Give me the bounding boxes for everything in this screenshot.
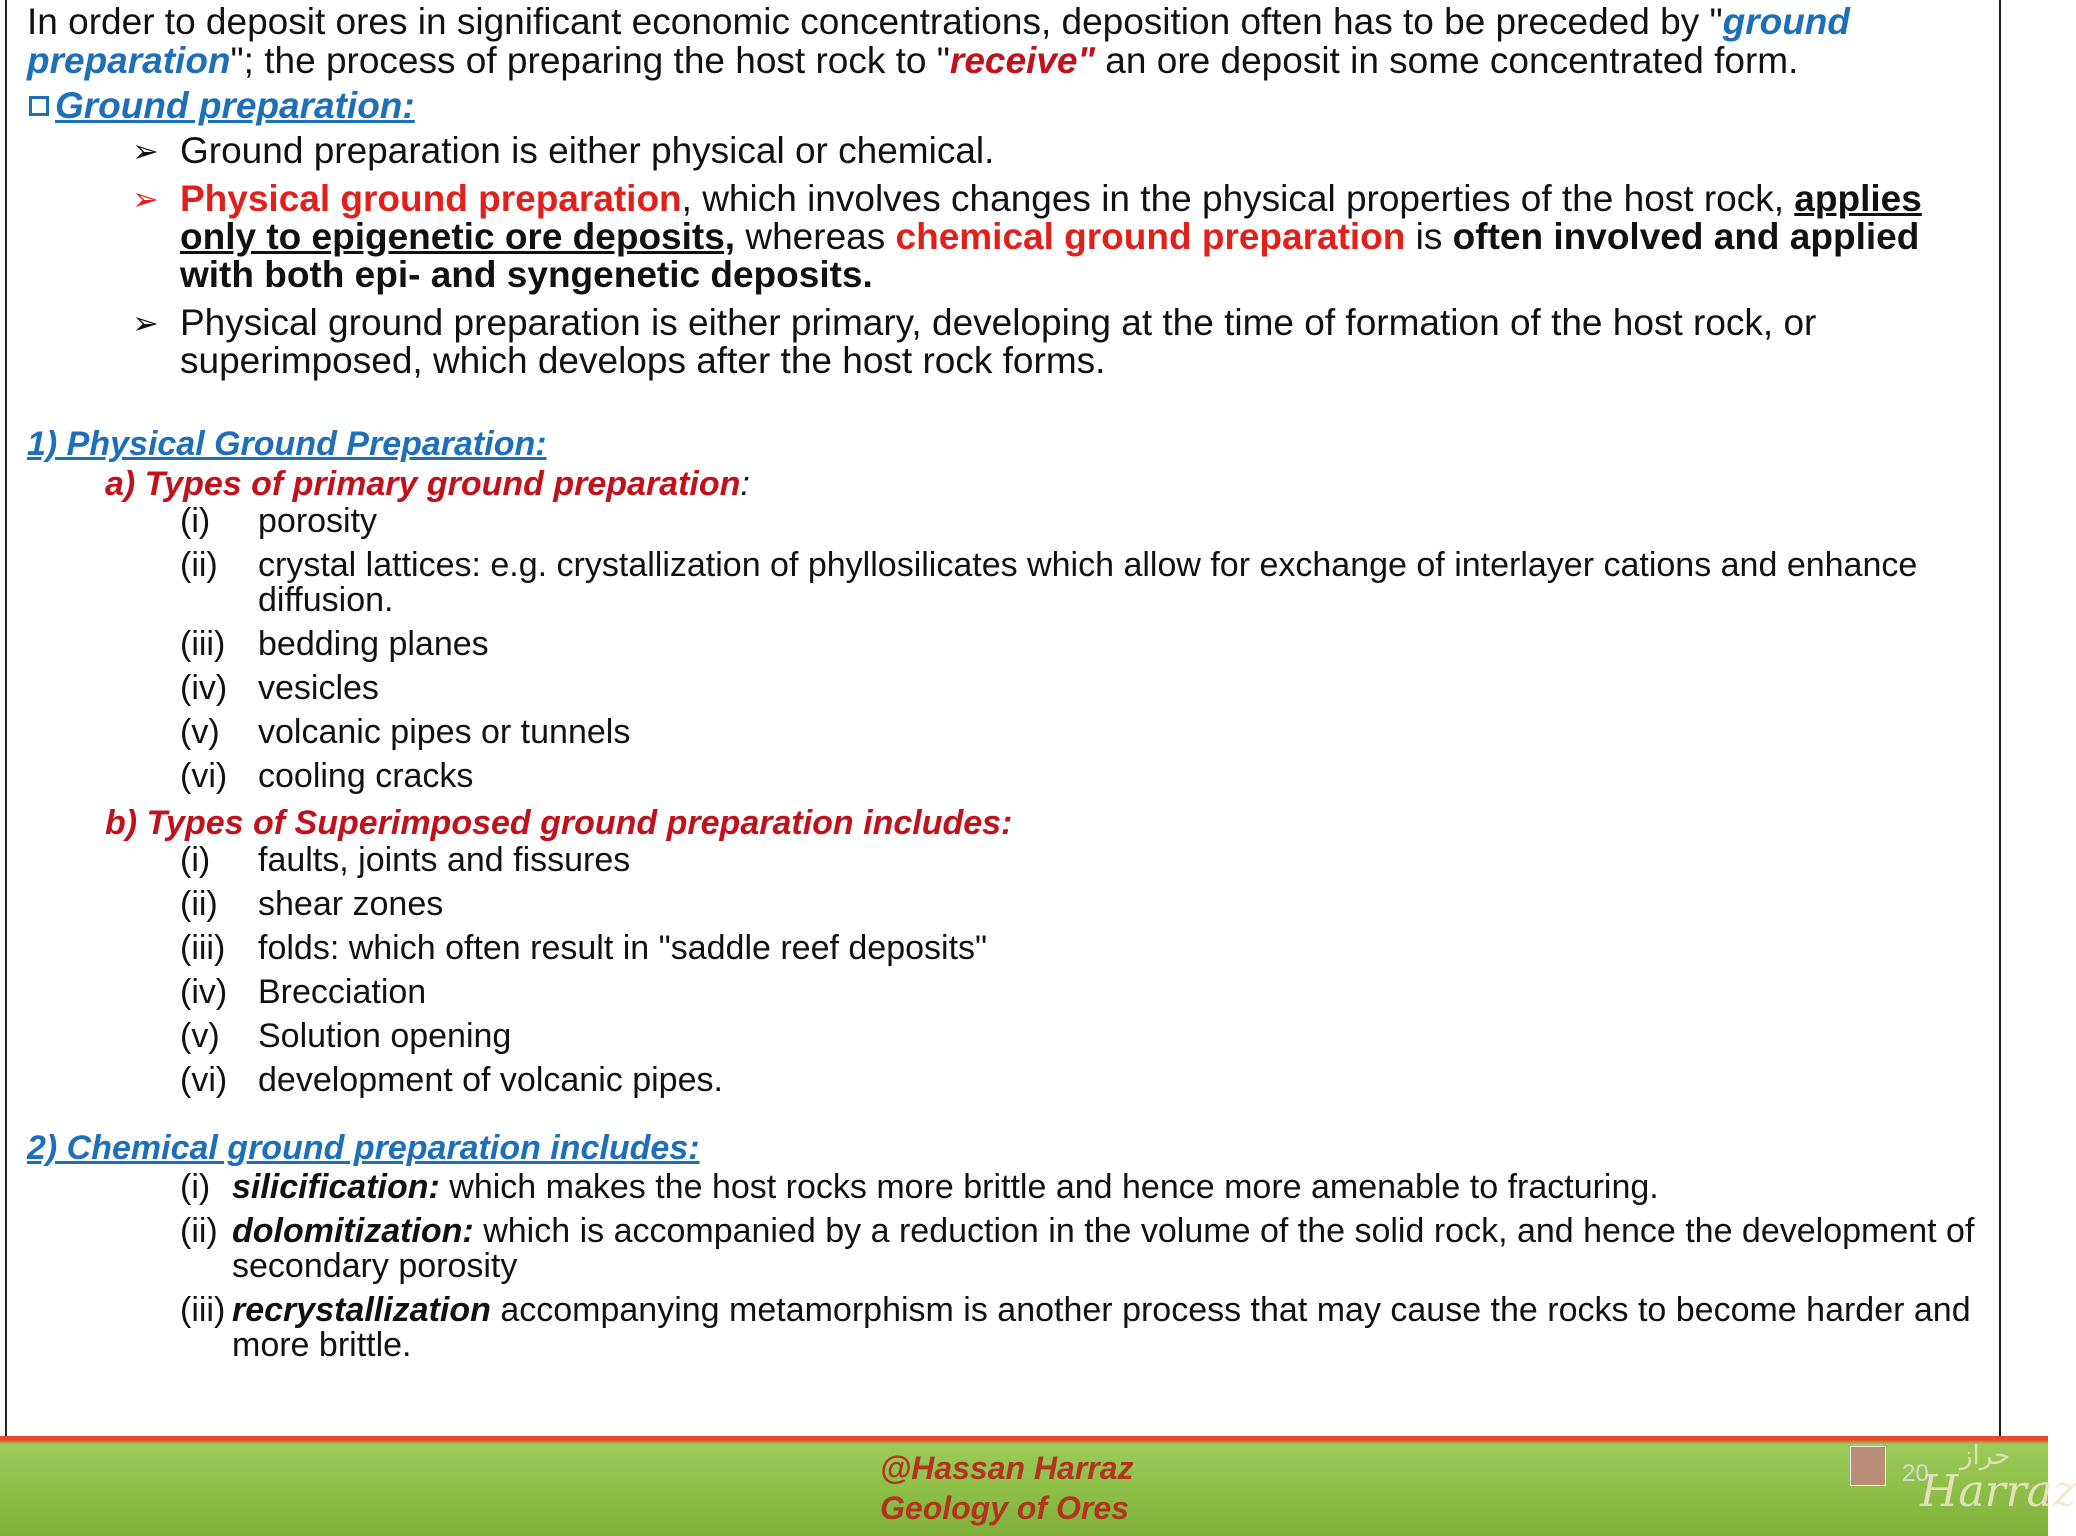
list-item	[180, 1293, 1992, 1363]
subsection-a-heading	[105, 464, 1992, 504]
process-description: which is accompanied by a reduction in the volume of the solid rock, and hence the development of secondary porosity	[232, 1212, 1975, 1285]
process-description: accompanying metamorphism is another process that may cause the rocks to become harder and more brittle.	[232, 1291, 1971, 1364]
process-term: recrystallization	[232, 1291, 491, 1329]
intro-ground: ground	[1722, 1, 1851, 42]
harraz-logo	[1850, 1440, 2076, 1526]
intro-text-1: In order to deposit ores in significant economic concentrations, deposition often has to be preceded by "	[27, 1, 1723, 42]
section-2-heading: 2) Chemical ground preparation includes:	[27, 1129, 700, 1167]
ground-preparation-title: Ground preparation:	[55, 85, 415, 126]
list-item-number: (ii)	[180, 546, 218, 584]
list-item	[180, 1019, 1992, 1054]
list-item-text: crystal lattices: e.g. crystallization of phyllosilicates which allow for exchange of interlayer cations and enhance diffusion.	[258, 546, 1918, 619]
checkbox-square-icon	[29, 96, 49, 116]
list-item	[180, 887, 1992, 922]
bullet-text-part: whereas	[735, 216, 896, 257]
arrow-bullet-icon: ➢	[132, 133, 159, 169]
list-item	[180, 931, 1992, 966]
bullet-text: Physical ground preparation is either primary, developing at the time of formation of the host rock, or superimposed, which develops after the host rock forms.	[180, 302, 1817, 381]
superimposed-list	[180, 843, 1992, 1098]
list-item-number: (i)	[180, 1168, 211, 1206]
list-item	[180, 715, 1992, 750]
footer-bar	[0, 1436, 2076, 1536]
list-item-number: (iv)	[180, 669, 228, 707]
list-item-text: bedding planes	[258, 625, 489, 663]
arrow-bullet-icon: ➢	[132, 181, 159, 217]
list-item-text	[232, 1214, 1992, 1284]
logo-arabic-text: حراز	[1960, 1440, 2011, 1470]
list-item-text	[232, 1170, 1992, 1205]
intro-receive: receive"	[949, 40, 1096, 81]
list-item-text: vesicles	[258, 669, 379, 707]
list-item-number: (i)	[180, 502, 211, 540]
list-item	[180, 759, 1992, 794]
list-item-number: (iii)	[180, 929, 226, 967]
list-item-number: (vi)	[180, 757, 228, 795]
list-item-number: (iv)	[180, 973, 228, 1011]
list-item	[180, 843, 1992, 878]
bullet-list	[132, 132, 1992, 380]
bullet-text-part: , which involves changes in the physical properties of the host rock,	[681, 178, 1795, 219]
list-item-number: (ii)	[180, 885, 218, 923]
intro-preparation: preparation	[27, 40, 231, 81]
list-item	[180, 1063, 1992, 1098]
list-item-text: porosity	[258, 502, 378, 540]
bullet-text-part: is	[1405, 216, 1453, 257]
list-item	[180, 1214, 1992, 1284]
epigenetic-emphasis: applies only to epigenetic ore deposits,	[180, 178, 1922, 257]
list-item	[180, 504, 1992, 539]
list-item-number: (v)	[180, 1017, 220, 1055]
chemical-list	[180, 1170, 1992, 1363]
list-item-text: development of volcanic pipes.	[258, 1061, 723, 1099]
intro-text-2: "; the process of preparing the host rock to "	[230, 40, 950, 81]
process-term: dolomitization:	[232, 1212, 474, 1250]
subsection-a-title: a) Types of primary ground preparation	[105, 465, 741, 503]
intro-paragraph	[27, 2, 1992, 80]
list-item	[180, 548, 1992, 618]
slide-content	[27, 0, 1992, 1372]
section-1-heading: 1) Physical Ground Preparation:	[27, 425, 547, 463]
list-item-text: shear zones	[258, 885, 444, 923]
page-number: 20	[1902, 1460, 1929, 1487]
process-term: silicification:	[232, 1168, 440, 1206]
list-item	[180, 627, 1992, 662]
list-item-number: (v)	[180, 713, 220, 751]
list-item	[180, 671, 1992, 706]
list-item-number: (i)	[180, 841, 211, 879]
bullet-text: Ground preparation is either physical or chemical.	[180, 130, 995, 171]
avatar	[1850, 1446, 1886, 1486]
list-item-text: faults, joints and fissures	[258, 841, 631, 879]
process-description: which makes the host rocks more brittle and hence more amenable to fracturing.	[439, 1168, 1659, 1206]
footer-credit	[880, 1448, 1180, 1528]
bullet-text	[180, 180, 1992, 294]
intro-text-3: an ore deposit in some concentrated form.	[1095, 40, 1799, 81]
list-item	[180, 1170, 1992, 1205]
list-item-text: volcanic pipes or tunnels	[258, 713, 631, 751]
list-item-number: (ii)	[180, 1212, 218, 1250]
logo-signature: Harraz	[1920, 1466, 2076, 1517]
bullet-bold-text: often involved and applied with both epi- and syngenetic deposits.	[180, 216, 1920, 295]
subsection-a-colon: :	[740, 465, 750, 503]
list-item-number: (vi)	[180, 1061, 228, 1099]
bullet-item	[132, 180, 1992, 294]
list-item-text: folds: which often result in "saddle reef deposits"	[258, 929, 988, 967]
list-item-text: Solution opening	[258, 1017, 512, 1055]
bullet-item	[132, 132, 1992, 170]
list-item-text: cooling cracks	[258, 757, 474, 795]
list-item-text: Brecciation	[258, 973, 427, 1011]
footer-course: Geology of Ores	[880, 1490, 1129, 1526]
list-item-number: (iii)	[180, 1291, 226, 1329]
chemical-ground-preparation-term: chemical ground preparation	[895, 216, 1406, 257]
primary-list	[180, 504, 1992, 794]
arrow-bullet-icon: ➢	[132, 305, 159, 341]
footer-author: @Hassan Harraz	[880, 1450, 1134, 1486]
bullet-item	[132, 304, 1992, 380]
list-item-text	[232, 1293, 1992, 1363]
subsection-b-heading: b) Types of Superimposed ground preparation includes:	[105, 804, 1013, 842]
ground-preparation-heading	[27, 86, 1992, 126]
physical-ground-preparation-term: Physical ground preparation	[180, 178, 682, 219]
list-item-number: (iii)	[180, 625, 226, 663]
list-item	[180, 975, 1992, 1010]
